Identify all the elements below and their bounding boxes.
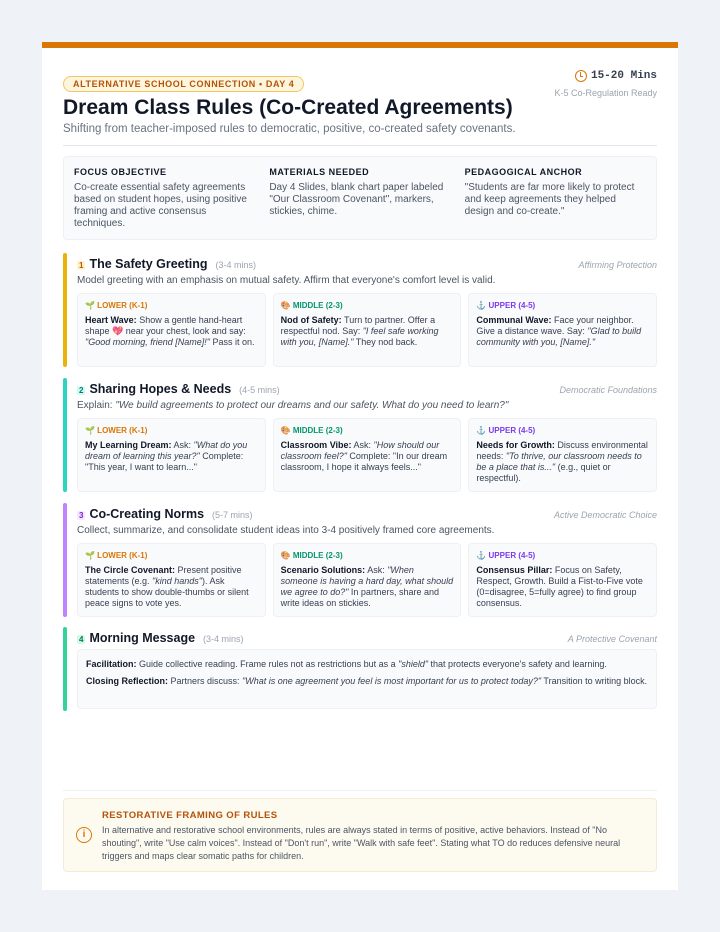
meta-heading: PEDAGOGICAL ANCHOR <box>464 167 583 177</box>
grade-label-upper: ⚓ UPPER (4-5) <box>476 426 536 435</box>
section-header <box>77 631 657 649</box>
card-lead: Classroom Vibe: <box>280 440 352 450</box>
card-upper <box>468 293 657 367</box>
section-duration: (4-5 mins) <box>239 385 280 395</box>
section-accent-bar <box>63 627 67 711</box>
line-quote: "shield" <box>398 659 429 669</box>
restorative-framing-callout <box>63 798 657 872</box>
card-upper <box>468 543 657 617</box>
card-text <box>476 565 649 609</box>
connection-badge: ALTERNATIVE SCHOOL CONNECTION • DAY 4 <box>63 76 304 92</box>
lesson-page <box>42 42 678 890</box>
card-body: Ask: <box>351 440 374 450</box>
card-body-end: Complete: "In our dream classroom, I hope it always feels..." <box>280 451 448 472</box>
card-lead: The Circle Covenant: <box>85 565 176 575</box>
grade-label-middle: 🎨 MIDDLE (2-3) <box>280 551 343 560</box>
line-body: Partners discuss: <box>168 676 243 686</box>
callout-heading: RESTORATIVE FRAMING OF RULES <box>102 810 278 821</box>
card-quote: "To thrive, our classroom needs to be a place that is..." <box>476 451 642 472</box>
card-middle <box>273 293 462 367</box>
line-lead: Facilitation: <box>86 659 137 669</box>
section-title: Sharing Hopes & Needs <box>89 382 232 396</box>
section-title: Morning Message <box>89 631 196 645</box>
grade-label-lower: 🌱 LOWER (K-1) <box>85 301 148 310</box>
footer-divider <box>63 790 657 791</box>
section-header <box>77 382 657 400</box>
header-divider <box>63 145 657 146</box>
section-tag: Affirming Protection <box>578 260 657 270</box>
card-lead: Heart Wave: <box>85 315 137 325</box>
card-lower <box>77 293 266 367</box>
card-lead: Consensus Pillar: <box>476 565 553 575</box>
section-description: Model greeting with an emphasis on mutual safety. Affirm that everyone's comfort level is valid. <box>77 275 496 286</box>
duration-value: 15-20 Mins <box>590 70 657 82</box>
section-number: 2 <box>79 386 84 395</box>
card-body: Focus on Safety, Respect, Growth. Build a Fist-to-Five vote (0=disagree, 5=fully agree) to find group consensus. <box>476 565 643 608</box>
meta-text: Co-create essential safety agreements based on student hopes, using positive framing and active consensus techniques. <box>74 182 247 229</box>
duration-indicator <box>575 70 657 82</box>
section-accent-bar <box>63 253 67 367</box>
card-middle <box>273 543 462 617</box>
line-quote: "What is one agreement you feel is most important for us to protect today?" <box>242 676 542 686</box>
section-description <box>77 400 657 411</box>
card-quote: "Glad to build community with you, [Name]." <box>476 326 642 347</box>
meta-text: "Students are far more likely to protect and keep agreements they helped design and co-create." <box>464 182 635 217</box>
closing-reflection-line <box>86 676 648 687</box>
card-text <box>476 440 649 484</box>
card-text <box>281 565 454 609</box>
card-body-end: Pass it on. <box>209 337 255 347</box>
section-title: Co-Creating Norms <box>89 507 205 521</box>
clock-icon <box>575 70 587 82</box>
page-subtitle: Shifting from teacher-imposed rules to democratic, positive, co-created safety covenants. <box>63 123 516 135</box>
card-lead: Nod of Safety: <box>280 315 342 325</box>
section-accent-bar <box>63 378 67 492</box>
grade-label-upper: ⚓ UPPER (4-5) <box>476 301 536 310</box>
line-body: Guide collective reading. Frame rules not as restrictions but as a <box>136 659 399 669</box>
card-quote: "I feel safe working with you, [Name]." <box>280 326 439 347</box>
section-tag: Democratic Foundations <box>559 385 657 395</box>
card-lower <box>77 543 266 617</box>
card-lead: Scenario Solutions: <box>280 565 366 575</box>
meta-text: Day 4 Slides, blank chart paper labeled "Our Classroom Covenant", markers, stickies, chime. <box>269 182 444 217</box>
card-lead: Communal Wave: <box>476 315 552 325</box>
section-morning-message <box>63 627 657 711</box>
card-body: Ask: <box>171 440 194 450</box>
section-description: Collect, summarize, and consolidate student ideas into 3-4 positively framed core agreements. <box>77 525 495 536</box>
grade-label-middle: 🎨 MIDDLE (2-3) <box>280 301 343 310</box>
section-header <box>77 507 657 525</box>
card-text <box>85 315 258 348</box>
morning-message-box <box>77 649 657 709</box>
meta-focus-objective <box>74 167 255 239</box>
section-tag: Active Democratic Choice <box>553 510 657 520</box>
card-body-end: Complete: "This year, I want to learn..." <box>85 451 244 472</box>
meta-pedagogical-anchor <box>465 167 646 239</box>
card-body: Show a gentle hand-heart shape 💖 near your chest, look and say: <box>85 315 246 336</box>
card-upper <box>468 418 657 492</box>
grade-label-lower: 🌱 LOWER (K-1) <box>85 426 148 435</box>
section-number: 4 <box>79 635 84 644</box>
page-title: Dream Class Rules (Co-Created Agreements) <box>63 96 513 119</box>
card-middle <box>273 418 462 492</box>
card-lead: Needs for Growth: <box>476 440 555 450</box>
card-body-end: They nod back. <box>353 337 418 347</box>
lesson-meta-panel <box>63 156 657 240</box>
card-body: Discuss environmental needs: <box>476 440 648 461</box>
card-text <box>85 440 258 473</box>
card-quote: "When someone is having a hard day, what should we agree to do?" <box>280 565 454 597</box>
section-accent-bar <box>63 503 67 617</box>
card-body: Face your neighbor. Give a distance wave. Say: <box>476 315 634 336</box>
grade-label-upper: ⚓ UPPER (4-5) <box>476 551 536 560</box>
card-body-end: (e.g., quiet or respectful). <box>476 462 611 483</box>
card-lead: My Learning Dream: <box>85 440 172 450</box>
section-sharing-hopes <box>63 378 657 492</box>
section-duration: (3-4 mins) <box>215 260 257 270</box>
card-body: Ask: <box>365 565 388 575</box>
card-body: Turn to partner. Offer a respectful nod. Say: <box>280 315 436 336</box>
section-header <box>77 257 657 275</box>
card-body-end: In partners, share and write ideas on stickies. <box>280 587 439 608</box>
grade-label-middle: 🎨 MIDDLE (2-3) <box>280 426 343 435</box>
card-quote: "What do you dream of learning this year?" <box>85 440 248 461</box>
description-lead: Explain: <box>77 400 116 411</box>
info-icon: i <box>76 827 92 843</box>
readiness-label: K-5 Co-Regulation Ready <box>554 88 657 98</box>
lesson-header <box>63 48 657 148</box>
card-body: Present positive statements (e.g. <box>85 565 242 586</box>
meta-materials <box>269 167 450 239</box>
section-duration: (3-4 mins) <box>203 634 244 644</box>
meta-heading: FOCUS OBJECTIVE <box>74 167 167 177</box>
section-title: The Safety Greeting <box>89 257 208 271</box>
grade-cards <box>77 293 657 367</box>
card-text <box>85 565 258 609</box>
section-tag: A Protective Covenant <box>567 634 657 644</box>
line-body-end: that protects everyone's safety and learning. <box>428 659 607 669</box>
section-duration: (5-7 mins) <box>212 510 253 520</box>
section-safety-greeting <box>63 253 657 367</box>
section-number: 3 <box>79 511 84 520</box>
facilitation-line <box>86 659 648 670</box>
section-co-creating-norms <box>63 503 657 617</box>
card-text <box>281 440 454 473</box>
grade-label-lower: 🌱 LOWER (K-1) <box>85 551 148 560</box>
line-lead: Closing Reflection: <box>86 676 169 686</box>
card-text <box>476 315 649 348</box>
card-quote: "Good morning, friend [Name]!" <box>85 337 210 347</box>
card-body-end: ). Ask students to show double-thumbs or silent peace signs to vote yes. <box>85 576 249 608</box>
card-quote: "How should our classroom feel?" <box>280 440 440 461</box>
meta-heading: MATERIALS NEEDED <box>269 167 370 177</box>
card-text <box>281 315 454 348</box>
grade-cards <box>77 418 657 492</box>
card-quote: "kind hands" <box>152 576 202 586</box>
section-number: 1 <box>79 261 84 270</box>
description-quote: "We build agreements to protect our dreams and our safety. What do you need to learn?" <box>115 400 509 411</box>
line-body-end: Transition to writing block. <box>541 676 648 686</box>
callout-text: In alternative and restorative school environments, rules are always stated in terms of positive, active behaviors. Instead of "No shouting", write "Use calm voices". Instead of "Don't run", write "Walk with safe feet". Stating what TO do reduces defensive neural triggers and maps clear somatic paths for children. <box>102 825 621 861</box>
grade-cards <box>77 543 657 617</box>
card-lower <box>77 418 266 492</box>
